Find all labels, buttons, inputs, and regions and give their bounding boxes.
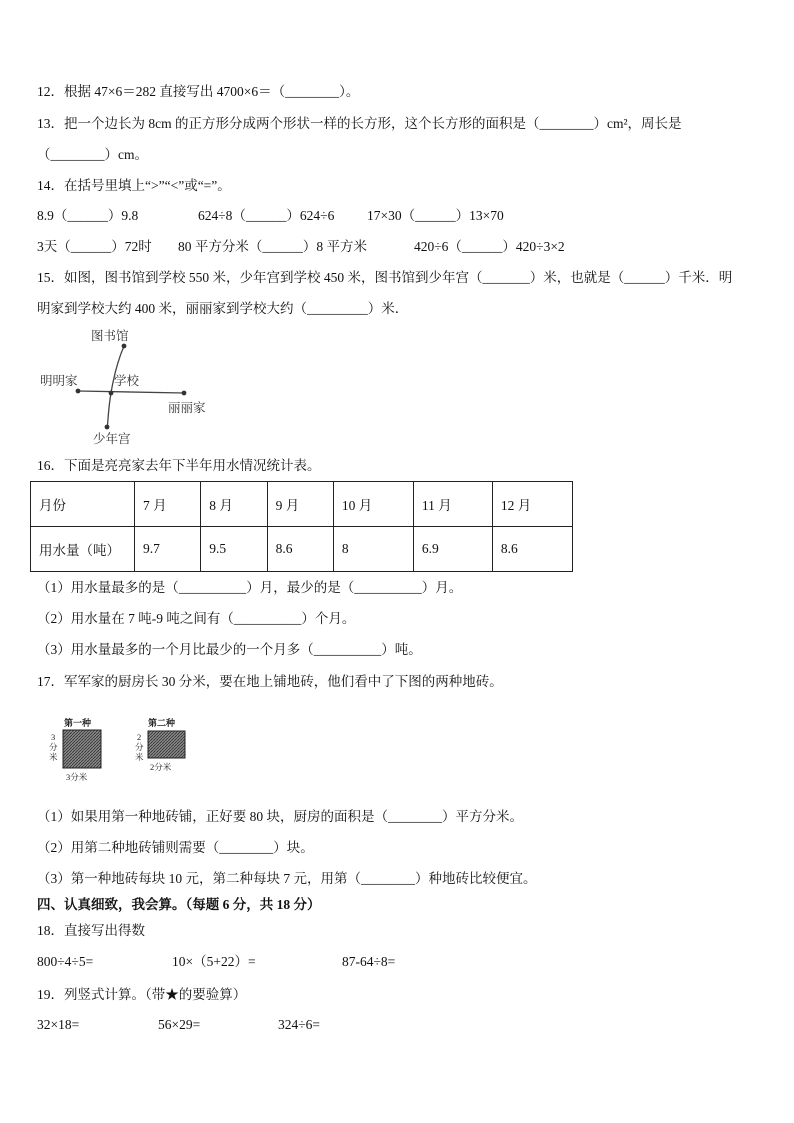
q18-item: 800÷4÷5= [37, 954, 94, 969]
lili-home-label: 丽丽家 [168, 401, 206, 415]
q14-item: 8.9（______）9.8 [37, 208, 139, 223]
q14-item: 80 平方分米（______）8 平方米 [178, 239, 367, 254]
school-point [109, 391, 114, 396]
school-label: 学校 [114, 374, 140, 388]
table-cell: 10 月 [333, 482, 413, 527]
question-15-line-2: 明家到学校大约 400 米，丽丽家到学校大约（_________）米． [37, 301, 409, 316]
q14-item: 3天（______）72时 [37, 239, 152, 254]
q17-subquestion-3: （3）第一种地砖每块 10 元，第二种每块 7 元，用第（________）种地砖比较便宜。 [37, 871, 537, 886]
table-cell: 12 月 [492, 482, 572, 527]
question-15-line-1: 15．如图，图书馆到学校 550 米，少年宫到学校 450 米，图书馆到少年宫（_______）米，也就是（______）千米．明 [37, 270, 733, 285]
question-13-line-2: （________）cm。 [37, 147, 148, 162]
table-row [31, 527, 573, 572]
table-cell: 用水量（吨） [31, 527, 135, 572]
mingming-home-point [76, 389, 81, 394]
tile-1-square [63, 730, 101, 768]
table-cell: 9 月 [267, 482, 333, 527]
question-13-line-1: 13．把一个边长为 8cm 的正方形分成两个形状一样的长方形，这个长方形的面积是（________）cm²，周长是 [37, 116, 682, 131]
mingming-home-label: 明明家 [40, 374, 78, 388]
tile-2-title: 第二种 [148, 718, 176, 728]
q16-subquestion-1: （1）用水量最多的是（__________）月，最少的是（__________）月。 [37, 580, 463, 595]
q18-item: 87-64÷8= [342, 954, 396, 969]
table-cell: 9.5 [201, 527, 267, 572]
table-cell: 6.9 [413, 527, 492, 572]
section-4-heading: 四、认真细致，我会算。（每题 6 分，共 18 分） [37, 897, 321, 912]
youth-palace-label: 少年宫 [93, 432, 131, 446]
q16-subquestion-3: （3）用水量最多的一个月比最少的一个月多（__________）吨。 [37, 642, 422, 657]
q14-item: 624÷8（______）624÷6 [198, 208, 335, 223]
question-14-intro: 14．在括号里填上“>”“<”或“=”。 [37, 178, 231, 193]
table-header-row [31, 482, 573, 527]
tile-2-bottom-label: 2分米 [150, 762, 172, 772]
library-label: 图书馆 [91, 329, 129, 343]
water-usage-table [30, 481, 573, 572]
tile-1-bottom-label: 3分米 [66, 772, 88, 782]
question-19-intro: 19．列竖式计算。（带★的要验算） [37, 987, 247, 1002]
q19-item: 56×29= [158, 1017, 201, 1032]
table-cell: 9.7 [135, 527, 201, 572]
q16-subquestion-2: （2）用水量在 7 吨-9 吨之间有（__________）个月。 [37, 611, 356, 626]
road-horizontal [78, 391, 184, 393]
q19-item: 324÷6= [278, 1017, 321, 1032]
table-cell: 8.6 [492, 527, 572, 572]
q14-item: 420÷6（______）420÷3×2 [414, 239, 565, 254]
q17-subquestion-1: （1）如果用第一种地砖铺，正好要 80 块，厨房的面积是（________）平方分米。 [37, 809, 523, 824]
table-cell: 11 月 [413, 482, 492, 527]
question-17-intro: 17．军军家的厨房长 30 分米，要在地上铺地砖，他们看中了下图的两种地砖。 [37, 674, 503, 689]
question-18-intro: 18．直接写出得数 [37, 923, 145, 938]
library-point [122, 344, 127, 349]
question-16-intro: 16．下面是亮亮家去年下半年用水情况统计表。 [37, 458, 321, 473]
table-cell: 8 月 [201, 482, 267, 527]
table-cell: 月份 [31, 482, 135, 527]
lili-home-point [182, 391, 187, 396]
q17-subquestion-2: （2）用第二种地砖铺则需要（________）块。 [37, 840, 314, 855]
tile-2-rectangle [148, 731, 185, 758]
q19-item: 32×18= [37, 1017, 80, 1032]
tile-1-side-label: 3 分米 [49, 732, 58, 762]
youth-palace-point [105, 425, 110, 430]
q18-item: 10×（5+22）= [172, 954, 256, 969]
question-12: 12．根据 47×6＝282 直接写出 4700×6＝（________）。 [37, 84, 360, 99]
table-cell: 8.6 [267, 527, 333, 572]
table-cell: 7 月 [135, 482, 201, 527]
tile-1-title: 第一种 [64, 718, 92, 728]
table-cell: 8 [333, 527, 413, 572]
tile-2-side-label: 2 分米 [135, 732, 144, 762]
q14-item: 17×30（______）13×70 [367, 208, 504, 223]
